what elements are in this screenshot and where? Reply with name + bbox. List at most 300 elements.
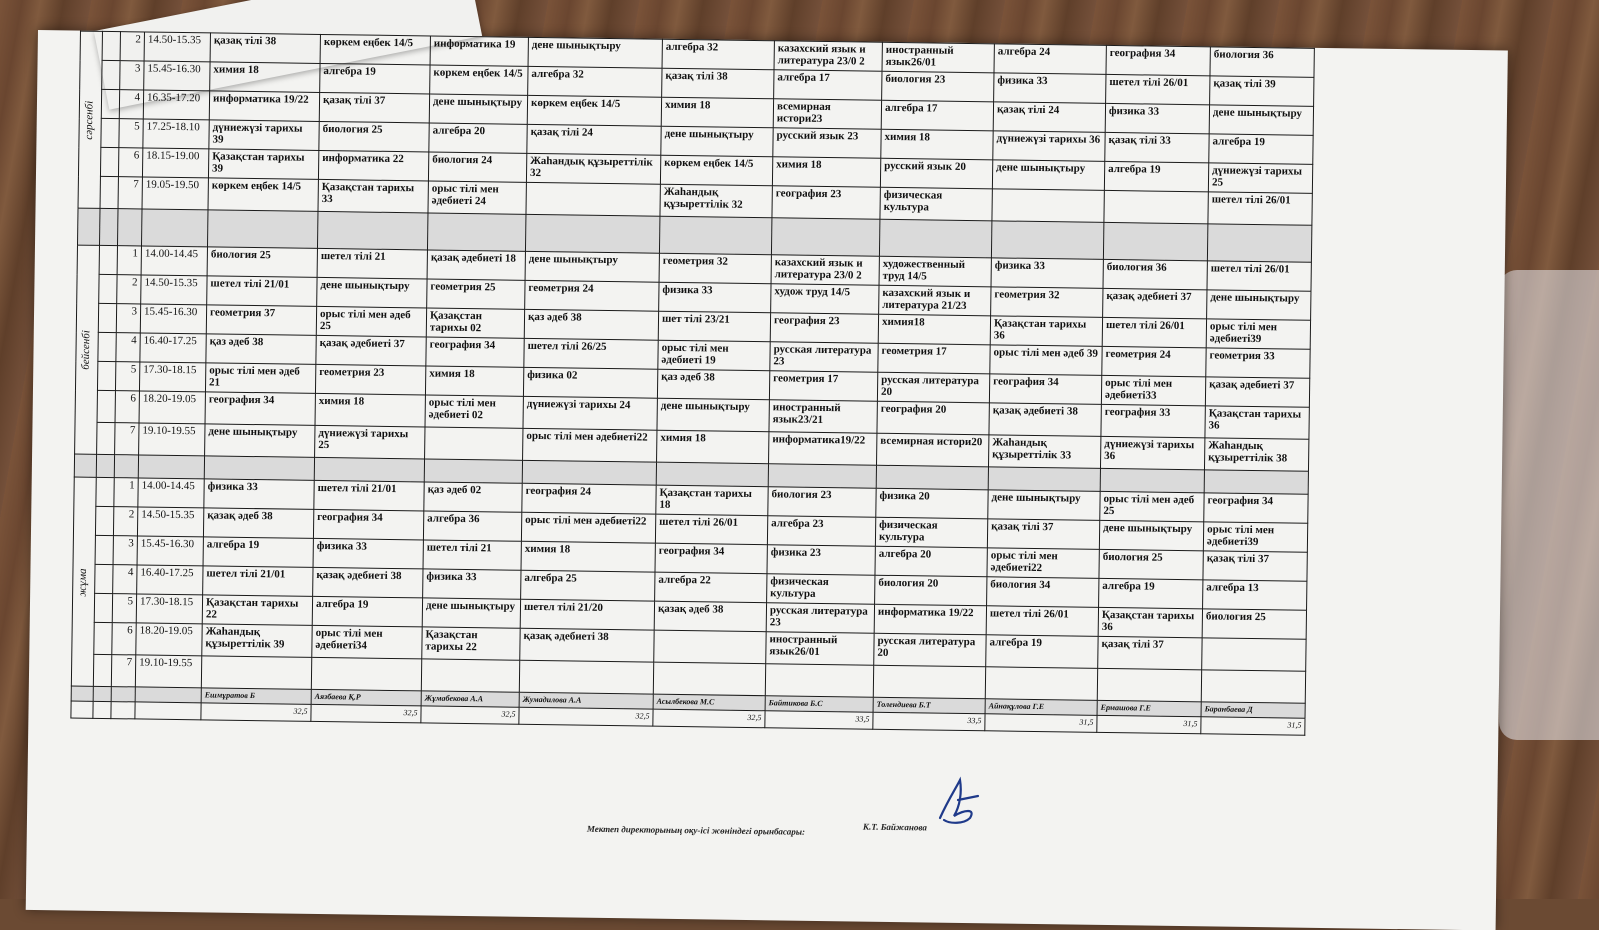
subject-cell: алгебра 19	[1099, 578, 1203, 608]
timetable	[70, 31, 1314, 736]
spacer-cell	[102, 31, 120, 60]
plastic-folder	[1499, 270, 1599, 740]
subject-cell: дүниежүзі тарихы 39	[209, 120, 319, 151]
subject-cell: орыс тілі мен әдебиеті22	[521, 512, 655, 543]
spacer-cell	[95, 535, 113, 564]
subject-cell: геометрия 17	[878, 343, 990, 374]
subject-cell: геометрия 32	[991, 287, 1103, 318]
subject-cell: дене шынықтыру	[1209, 105, 1313, 135]
lesson-number: 3	[116, 304, 140, 333]
subject-cell: геометрия 32	[659, 253, 771, 284]
subject-cell: дене шынықтыру	[205, 424, 315, 458]
subject-cell	[311, 657, 421, 691]
subject-cell: шетел тілі 26/01	[986, 606, 1098, 637]
spacer-cell	[96, 477, 114, 506]
subject-cell: физическая культура	[880, 187, 992, 221]
subject-cell: дене шынықтыру	[1207, 290, 1311, 320]
subject-cell: қазақ тілі 39	[1210, 76, 1314, 106]
subject-cell: дене шынықтыру	[422, 598, 520, 628]
separator-cell	[525, 214, 660, 253]
subject-cell: қазақ тілі 37	[1098, 636, 1202, 669]
subject-cell: алгебра 22	[655, 572, 767, 603]
subject-cell: қаз әдеб 38	[657, 369, 769, 400]
subject-cell: алгебра 19	[320, 63, 430, 94]
subject-cell: дүниежүзі тарихы 36	[993, 131, 1105, 162]
subject-cell: геометрия 37	[206, 305, 316, 336]
subject-cell: қазақ әдеб 38	[203, 508, 313, 539]
separator-cell	[1204, 470, 1308, 494]
spacer-cell	[95, 506, 113, 535]
subject-cell: казахский язык и литература 23/0 2	[771, 255, 879, 286]
separator-cell	[771, 218, 880, 257]
subject-cell	[873, 665, 985, 699]
lesson-number: 6	[118, 148, 142, 177]
separator-cell	[656, 462, 768, 487]
separator-cell	[141, 209, 208, 247]
subject-cell: химия 18	[210, 62, 320, 93]
subject-cell: алгебра 19	[312, 596, 422, 627]
subject-cell: информатика19/22	[769, 432, 877, 466]
hours-cell: 31,5	[1097, 715, 1201, 733]
subject-cell: көркем еңбек 14/5	[527, 95, 661, 126]
teacher-name: Баранбаева Д	[1201, 702, 1305, 718]
subject-cell: шетел тілі 26/01	[1106, 74, 1210, 104]
subject-cell: алгебра 25	[521, 570, 655, 601]
subject-cell: көркем еңбек 14/5	[320, 34, 430, 65]
subject-cell: орыс тілі мен әдебиеті34	[312, 625, 422, 659]
subject-cell: физическая культура	[767, 574, 875, 605]
subject-cell: русский язык 23	[773, 128, 881, 159]
subject-cell: Қазақстан тарихы 18	[656, 485, 768, 516]
subject-cell: физика 33	[659, 282, 771, 313]
subject-cell: геометрия 23	[315, 364, 425, 395]
subject-cell	[985, 667, 1097, 701]
subject-cell: физическая культура	[875, 517, 987, 548]
subject-cell: Қазақстан тарихы 22	[202, 595, 312, 626]
subject-cell: қазақ тілі 33	[1105, 132, 1209, 162]
subject-cell: биология 25	[1202, 609, 1306, 639]
subject-cell: Жаһандық құзыреттілік 38	[1204, 438, 1308, 471]
hours-cell: 31,5	[985, 714, 1097, 733]
subject-cell: Қазақстан тарихы 02	[426, 308, 524, 338]
teacher-name: Айнақұлова Г.Е	[985, 699, 1097, 716]
lesson-number: 1	[117, 246, 141, 275]
subject-cell: химия 18	[881, 129, 993, 160]
subject-cell: геометрия 24	[525, 280, 659, 311]
subject-cell: казахский язык и литература 23/0 2	[774, 41, 882, 72]
separator-cell	[522, 460, 656, 485]
subject-cell: физика 20	[876, 488, 988, 519]
spacer-cell	[99, 245, 117, 274]
empty-cell	[111, 702, 135, 719]
hours-cell: 32,5	[653, 709, 765, 728]
lesson-time: 15.45-16.30	[137, 536, 203, 566]
spacer-cell	[97, 422, 115, 454]
subject-cell: орыс тілі мен әдебиеті39	[1203, 522, 1307, 552]
subject-cell: шетел тілі 21/20	[520, 599, 654, 630]
separator-cell	[314, 457, 424, 482]
separator-cell	[879, 219, 992, 258]
separator-cell	[317, 211, 428, 250]
subject-cell: физика 33	[313, 538, 423, 569]
lesson-time: 19.05-19.50	[142, 177, 208, 210]
lesson-time: 19.10-19.55	[139, 423, 205, 456]
subject-cell: биология 36	[1103, 259, 1207, 289]
subject-cell: физика 33	[423, 569, 521, 599]
separator-cell	[427, 213, 526, 251]
spacer-cell	[101, 118, 119, 147]
subject-cell: химия 18	[772, 157, 880, 188]
subject-cell: орыс тілі мен әдеб 25	[316, 306, 426, 337]
subject-cell: всемирная истори20	[877, 433, 989, 467]
separator-cell	[74, 454, 96, 477]
subject-cell: география 23	[772, 186, 880, 220]
hours-cell: 33,5	[873, 712, 985, 731]
subject-cell: всемирная истори23	[773, 99, 881, 130]
subject-cell: геометрия 25	[427, 279, 525, 309]
subject-cell	[421, 659, 519, 692]
lesson-time: 16.40-17.25	[137, 565, 203, 595]
subject-cell: Жаһандық құзыреттілік 39	[202, 624, 312, 658]
subject-cell: информатика 19/22	[874, 604, 986, 635]
lesson-number: 3	[113, 536, 137, 565]
lesson-time: 17.30-18.15	[136, 594, 202, 624]
lesson-number: 1	[114, 478, 138, 507]
subject-cell	[1097, 668, 1201, 701]
subject-cell: география 24	[522, 483, 656, 514]
lesson-number: 4	[119, 90, 143, 119]
subject-cell: география 34	[1106, 45, 1210, 75]
subject-cell: шетел тілі 21/01	[314, 480, 424, 511]
spacer-cell	[100, 147, 118, 176]
lesson-number: 5	[112, 594, 136, 623]
subject-cell: көркем еңбек 14/5	[660, 155, 772, 186]
teacher-name: Байтикова Б.С	[765, 696, 873, 713]
subject-cell: физика 33	[204, 479, 314, 510]
subject-cell: русская литература 20	[877, 372, 989, 403]
subject-cell: информатика 19/22	[209, 91, 319, 122]
subject-cell: химия 18	[425, 366, 523, 396]
subject-cell: физика 33	[1105, 103, 1209, 133]
spacer-cell	[94, 622, 112, 654]
empty-cell	[135, 702, 201, 720]
subject-cell: худож труд 14/5	[771, 284, 879, 315]
subject-cell: алгебра 36	[423, 511, 521, 541]
lesson-number: 3	[120, 61, 144, 90]
lesson-time: 18.20-19.05	[136, 623, 202, 656]
separator-cell	[659, 216, 772, 255]
lesson-number: 7	[111, 655, 135, 687]
subject-cell	[1104, 190, 1208, 223]
lesson-number: 4	[113, 565, 137, 594]
subject-cell: орыс тілі мен әдеб 39	[990, 345, 1102, 376]
subject-cell: художественный труд 14/5	[879, 256, 991, 287]
teacher-name: Ермашова Г.Е	[1097, 700, 1201, 716]
subject-cell	[519, 660, 653, 694]
spacer-cell	[97, 361, 115, 390]
hours-cell: 33,5	[765, 711, 873, 730]
subject-cell: биология 36	[1210, 47, 1314, 77]
lesson-time: 17.25-18.10	[143, 119, 209, 149]
lesson-number: 2	[113, 507, 137, 536]
hours-cell: 32,5	[421, 706, 519, 724]
footer-title: Мектеп директорының оқу-ісі жөніндегі орынбасары:	[586, 823, 806, 837]
subject-cell: шетел тілі 26/01	[1102, 317, 1206, 347]
subject-cell	[1201, 670, 1305, 703]
subject-cell: биология 23	[768, 487, 876, 518]
subject-cell: қаз әдеб 02	[424, 482, 522, 512]
signature-mark	[930, 770, 990, 830]
separator-cell	[876, 465, 988, 490]
lesson-time: 15.45-16.30	[140, 304, 206, 334]
lesson-number: 6	[112, 623, 136, 655]
lesson-time: 18.20-19.05	[139, 391, 205, 424]
separator-cell	[768, 464, 876, 489]
teacher-name: Аязбаева Қ.Р	[311, 689, 421, 706]
subject-cell: география 34	[655, 543, 767, 574]
subject-cell: қазақ әдебиеті 18	[427, 250, 525, 280]
subject-cell: қазақ әдеб 38	[654, 601, 766, 632]
lesson-time: 14.00-14.45	[138, 478, 204, 508]
subject-cell: Қазақстан тарихы 39	[208, 149, 318, 180]
subject-cell: алгебра 17	[881, 100, 993, 131]
hours-cell: 32,5	[311, 704, 421, 723]
subject-cell: дене шынықтыру	[988, 490, 1100, 521]
spacer-cell	[98, 332, 116, 361]
subject-cell: русский язык 20	[880, 158, 992, 189]
lesson-time: 14.50-15.35	[137, 507, 203, 537]
subject-cell: орыс тілі мен әдебиеті22	[523, 428, 657, 462]
subject-cell: дене шынықтыру	[317, 277, 427, 308]
subject-cell: шетел тілі 26/01	[655, 514, 767, 545]
subject-cell: дүниежүзі тарихы 25	[315, 425, 425, 459]
subject-cell: геометрия 17	[769, 371, 877, 402]
subject-cell: алгебра 20	[429, 123, 527, 153]
lesson-number: 6	[115, 391, 139, 423]
subject-cell: қазақ әдебиеті 37	[1205, 377, 1309, 407]
subject-cell: қазақ әдебиеті 38	[989, 403, 1101, 437]
hours-cell: 32,5	[519, 707, 653, 726]
empty-cell	[71, 686, 93, 701]
hours-cell: 32,5	[201, 703, 311, 722]
schedule-sheet	[26, 30, 1508, 930]
subject-cell: алгебра 19	[203, 537, 313, 568]
separator-cell	[204, 456, 314, 481]
subject-cell: физика 33	[994, 73, 1106, 104]
lesson-number: 5	[115, 362, 139, 391]
subject-cell	[992, 189, 1104, 223]
separator-cell	[991, 221, 1104, 260]
subject-cell: Жаһандық құзыреттілік 32	[660, 184, 772, 218]
spacer-cell	[97, 390, 115, 422]
subject-cell: дене шынықтыру	[528, 37, 662, 68]
separator-cell	[1100, 468, 1204, 492]
lesson-time: 14.50-15.35	[141, 275, 207, 305]
subject-cell: қазақ тілі 37	[319, 92, 429, 123]
subject-cell: алгебра 20	[875, 546, 987, 577]
subject-cell: география 33	[1101, 404, 1205, 437]
subject-cell	[526, 182, 660, 216]
subject-cell: дүниежүзі тарихы 24	[523, 396, 657, 430]
subject-cell: физика 02	[523, 367, 657, 398]
subject-cell: қазақ тілі 38	[662, 68, 774, 99]
lesson-time: 18.15-19.00	[142, 148, 208, 178]
subject-cell: биология 34	[987, 577, 1099, 608]
subject-cell: шетел тілі 26/01	[1207, 261, 1311, 291]
subject-cell	[1202, 638, 1306, 671]
subject-cell: орыс тілі мен әдебиеті22	[987, 548, 1099, 579]
empty-cell	[71, 701, 93, 718]
subject-cell: геометрия 24	[1102, 346, 1206, 376]
teacher-name: Жумадилова А.А	[519, 692, 653, 709]
subject-cell: Қазақстан тарихы 36	[1205, 406, 1309, 439]
lesson-number: 2	[117, 275, 141, 304]
subject-cell: дене шынықтыру	[429, 94, 527, 124]
teacher-name: Асылбекова М.С	[653, 694, 765, 711]
subject-cell: дене шынықтыру	[525, 251, 659, 282]
separator-cell	[117, 209, 142, 246]
subject-cell: география 34	[989, 374, 1101, 405]
subject-cell: көркем еңбек 14/5	[430, 65, 528, 95]
subject-cell	[201, 656, 311, 690]
subject-cell: геометрия 33	[1206, 348, 1310, 378]
subject-cell: алгебра 19	[1209, 134, 1313, 164]
subject-cell: русская литература 20	[874, 633, 986, 667]
empty-cell	[111, 687, 135, 702]
subject-cell: шетел тілі 21/01	[203, 566, 313, 597]
subject-cell: алгебра 19	[986, 635, 1098, 669]
teacher-name: Ешмұратов Б	[201, 688, 311, 705]
lesson-time: 17.30-18.15	[139, 362, 205, 392]
subject-cell: география 34	[313, 509, 423, 540]
subject-cell: алгебра 32	[662, 39, 774, 70]
subject-cell: қазақ тілі 24	[527, 124, 661, 155]
spacer-cell	[102, 60, 120, 89]
subject-cell: Жаһандық құзыреттілік 33	[988, 435, 1100, 469]
subject-cell: орыс тілі мен әдеб 25	[1100, 491, 1204, 521]
subject-cell: химия18	[878, 314, 990, 345]
subject-cell: алгебра 13	[1203, 580, 1307, 610]
empty-cell	[93, 686, 111, 701]
subject-cell: биология 20	[875, 575, 987, 606]
subject-cell: русская литература 23	[766, 603, 874, 634]
subject-cell: информатика 22	[318, 150, 428, 181]
subject-cell: алгебра 19	[1104, 161, 1208, 191]
subject-cell: Қазақстан тарихы 36	[1098, 607, 1202, 637]
separator-cell	[424, 459, 522, 483]
subject-cell: алгебра 17	[774, 70, 882, 101]
separator-cell	[114, 455, 138, 478]
subject-cell: орыс тілі мен әдеб 21	[205, 363, 315, 394]
separator-cell	[96, 454, 114, 477]
subject-cell: алгебра 24	[994, 44, 1106, 75]
subject-cell: химия 18	[315, 393, 425, 427]
spacer-cell	[98, 303, 116, 332]
subject-cell	[654, 630, 766, 664]
day-label: бейсенбі	[75, 245, 100, 454]
lesson-number: 2	[120, 32, 144, 61]
subject-cell: алгебра 32	[528, 66, 662, 97]
subject-cell: шетел тілі 21	[317, 248, 427, 279]
subject-cell: география 20	[877, 401, 989, 435]
subject-cell: химия 18	[521, 541, 655, 572]
teacher-name: Жұмабекова А.А	[421, 691, 519, 707]
lesson-time: 14.00-14.45	[141, 246, 207, 276]
subject-cell: биология 23	[882, 71, 994, 102]
teacher-name: Толендиева Б.Т	[873, 697, 985, 714]
subject-cell	[425, 427, 523, 460]
subject-cell: орыс тілі мен әдебиеті 24	[428, 181, 526, 214]
subject-cell: дене шынықтыру	[992, 160, 1104, 191]
subject-cell: биология 24	[428, 152, 526, 182]
lesson-time: 19.10-19.55	[135, 655, 201, 688]
lesson-time: 14.50-15.35	[144, 32, 210, 62]
subject-cell: шетел тілі 21/01	[207, 276, 317, 307]
separator-cell	[1103, 222, 1208, 260]
day-label: сәрсенбі	[78, 31, 102, 208]
spacer-cell	[93, 654, 111, 686]
lesson-time: 16.40-17.25	[140, 333, 206, 363]
subject-cell: қазақ тілі 24	[993, 102, 1105, 133]
subject-cell: иностранный язык26/01	[882, 42, 994, 73]
subject-cell: қаз әдеб 38	[524, 309, 658, 340]
separator-cell	[138, 455, 204, 479]
subject-cell: русская литература 23	[770, 342, 878, 373]
subject-cell: биология 25	[1099, 549, 1203, 579]
lesson-number: 7	[118, 177, 142, 209]
lesson-time: 16.35-17.20	[143, 90, 209, 120]
day-label: жұма	[71, 477, 96, 686]
separator-cell	[78, 208, 101, 245]
subject-cell: Қазақстан тарихы 22	[422, 627, 520, 660]
subject-cell: қазақ тілі 37	[1203, 551, 1307, 581]
subject-cell: география 34	[205, 392, 315, 426]
subject-cell	[653, 662, 765, 696]
empty-cell	[135, 687, 201, 703]
subject-cell	[765, 664, 873, 698]
subject-cell: шетел тілі 26/01	[1208, 192, 1312, 225]
subject-cell: орыс тілі мен әдебиеті39	[1206, 319, 1310, 349]
subject-cell: казахский язык и литература 21/23	[879, 285, 991, 316]
lesson-number: 7	[115, 423, 139, 455]
lesson-time: 15.45-16.30	[144, 61, 210, 91]
separator-cell	[1207, 224, 1312, 262]
subject-cell: география 34	[426, 337, 524, 367]
subject-cell: орыс тілі мен әдебиеті 19	[658, 340, 770, 371]
subject-cell: Жаһандық құзыреттілік 32	[526, 153, 660, 184]
subject-cell: дене шынықтыру	[1099, 520, 1203, 550]
deputy-name: К.Т. Байжанова	[862, 821, 927, 833]
subject-cell: дүниежүзі тарихы 36	[1100, 436, 1204, 469]
lesson-number: 5	[119, 119, 143, 148]
subject-cell: қазақ әдебиеті 37	[1103, 288, 1207, 318]
subject-cell: көркем еңбек 14/5	[208, 178, 318, 212]
signature-block	[586, 821, 927, 837]
subject-cell: қаз әдеб 38	[206, 334, 316, 365]
subject-cell: қазақ әдебиеті 37	[316, 335, 426, 366]
spacer-cell	[95, 564, 113, 593]
subject-cell: қазақ әдебиеті 38	[313, 567, 423, 598]
subject-cell: орыс тілі мен әдебиеті33	[1101, 375, 1205, 405]
subject-cell: қазақ тілі 38	[210, 33, 320, 64]
subject-cell: химия 18	[661, 97, 773, 128]
lesson-number: 4	[116, 333, 140, 362]
subject-cell: орыс тілі мен әдебиеті 02	[425, 395, 523, 428]
subject-cell: биология 25	[207, 247, 317, 278]
spacer-cell	[101, 89, 119, 118]
subject-cell: шетел тілі 21	[423, 540, 521, 570]
separator-cell	[988, 467, 1100, 492]
